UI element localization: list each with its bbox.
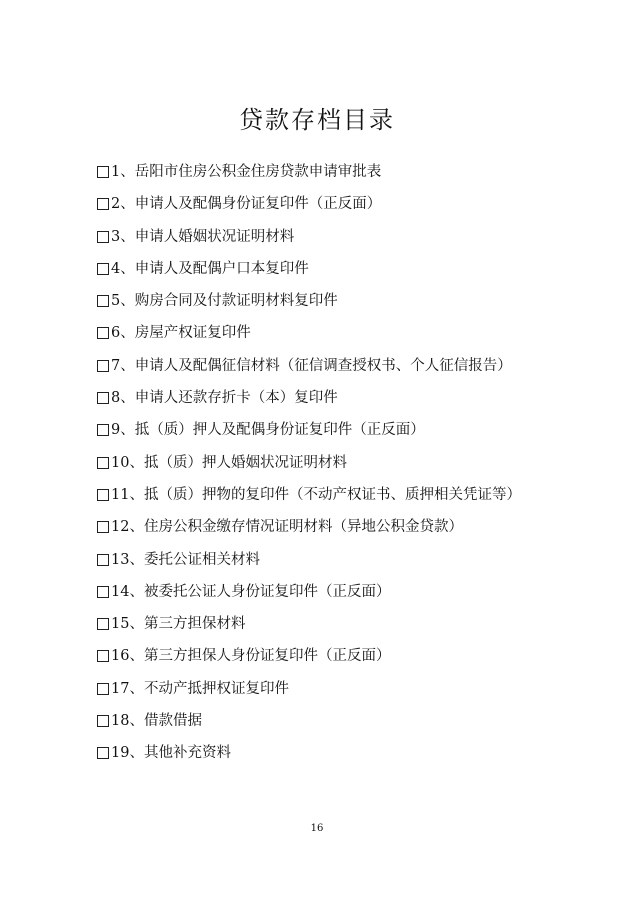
checkbox-icon[interactable]: [97, 392, 109, 404]
item-number: 15、: [111, 616, 144, 633]
item-number: 5、: [111, 293, 135, 310]
item-text: 借款借据: [143, 713, 202, 730]
item-text: 住房公积金缴存情况证明材料（异地公积金贷款）: [143, 519, 463, 536]
checklist-item: [97, 321, 617, 353]
checkbox-icon[interactable]: [97, 683, 109, 695]
checklist-item: [97, 192, 617, 224]
item-text: 不动产抵押权证复印件: [143, 680, 289, 697]
item-text: 委托公证相关材料: [143, 551, 260, 568]
item-text: 抵（质）押人婚姻状况证明材料: [143, 454, 347, 471]
item-number: 9、: [111, 422, 135, 439]
checklist-item: [97, 418, 617, 450]
checkbox-icon[interactable]: [97, 360, 109, 372]
checklist: [97, 160, 617, 774]
checklist-item: [97, 580, 617, 612]
item-text: 购房合同及付款证明材料复印件: [134, 293, 338, 310]
checklist-item: [97, 483, 617, 515]
item-text: 申请人及配偶户口本复印件: [134, 260, 309, 277]
checkbox-icon[interactable]: [97, 327, 109, 339]
item-number: 18、: [111, 713, 144, 730]
item-text: 被委托公证人身份证复印件（正反面）: [143, 583, 391, 600]
item-number: 13、: [111, 551, 144, 568]
checkbox-icon[interactable]: [97, 263, 109, 275]
item-number: 3、: [111, 228, 135, 245]
page-number: 16: [310, 823, 324, 834]
item-text: 申请人及配偶身份证复印件（正反面）: [134, 196, 382, 213]
item-text: 房屋产权证复印件: [134, 325, 251, 342]
item-text: 申请人婚姻状况证明材料: [134, 228, 295, 245]
item-number: 16、: [111, 648, 144, 665]
checklist-item: [97, 289, 617, 321]
item-text: 第三方担保人身份证复印件（正反面）: [143, 648, 391, 665]
checkbox-icon[interactable]: [97, 198, 109, 210]
item-text: 抵（质）押物的复印件（不动产权证书、质押相关凭证等）: [143, 486, 521, 503]
item-number: 8、: [111, 390, 135, 407]
checkbox-icon[interactable]: [97, 424, 109, 436]
checkbox-icon[interactable]: [97, 166, 109, 178]
item-number: 6、: [111, 325, 135, 342]
document-title: 贷款存档目录: [239, 106, 395, 134]
checkbox-icon[interactable]: [97, 554, 109, 566]
checkbox-icon[interactable]: [97, 231, 109, 243]
checklist-item: [97, 160, 617, 192]
item-number: 12、: [111, 519, 144, 536]
checklist-item: [97, 386, 617, 418]
checkbox-icon[interactable]: [97, 521, 109, 533]
item-text: 申请人及配偶征信材料（征信调查授权书、个人征信报告）: [134, 357, 512, 374]
item-number: 17、: [111, 680, 144, 697]
checklist-item: [97, 612, 617, 644]
checkbox-icon[interactable]: [97, 295, 109, 307]
item-number: 7、: [111, 357, 135, 374]
item-number: 1、: [111, 164, 135, 180]
checklist-item: [97, 515, 617, 547]
checkbox-icon[interactable]: [97, 650, 109, 662]
item-number: 11、: [111, 486, 144, 503]
checklist-item: [97, 677, 617, 709]
checklist-item: [97, 644, 617, 676]
checkbox-icon[interactable]: [97, 457, 109, 469]
checkbox-icon[interactable]: [97, 715, 109, 727]
checklist-item: [97, 225, 617, 257]
checklist-item: [97, 548, 617, 580]
item-text: 第三方担保材料: [143, 616, 246, 633]
item-number: 2、: [111, 196, 135, 213]
checklist-item: [97, 354, 617, 386]
item-text: 其他补充资料: [143, 745, 231, 762]
item-number: 4、: [111, 260, 135, 277]
item-number: 14、: [111, 583, 144, 600]
item-number: 10、: [111, 454, 144, 471]
checkbox-icon[interactable]: [97, 618, 109, 630]
item-number: 19、: [111, 745, 144, 762]
checkbox-icon[interactable]: [97, 489, 109, 501]
checkbox-icon[interactable]: [97, 586, 109, 598]
item-text: 申请人还款存折卡（本）复印件: [134, 390, 338, 407]
item-text: 岳阳市住房公积金住房贷款申请审批表: [134, 164, 382, 180]
checklist-item: [97, 741, 617, 773]
checklist-item: [97, 451, 617, 483]
checkbox-icon[interactable]: [97, 747, 109, 759]
checklist-item: [97, 709, 617, 741]
checklist-item: [97, 257, 617, 289]
item-text: 抵（质）押人及配偶身份证复印件（正反面）: [134, 422, 425, 439]
